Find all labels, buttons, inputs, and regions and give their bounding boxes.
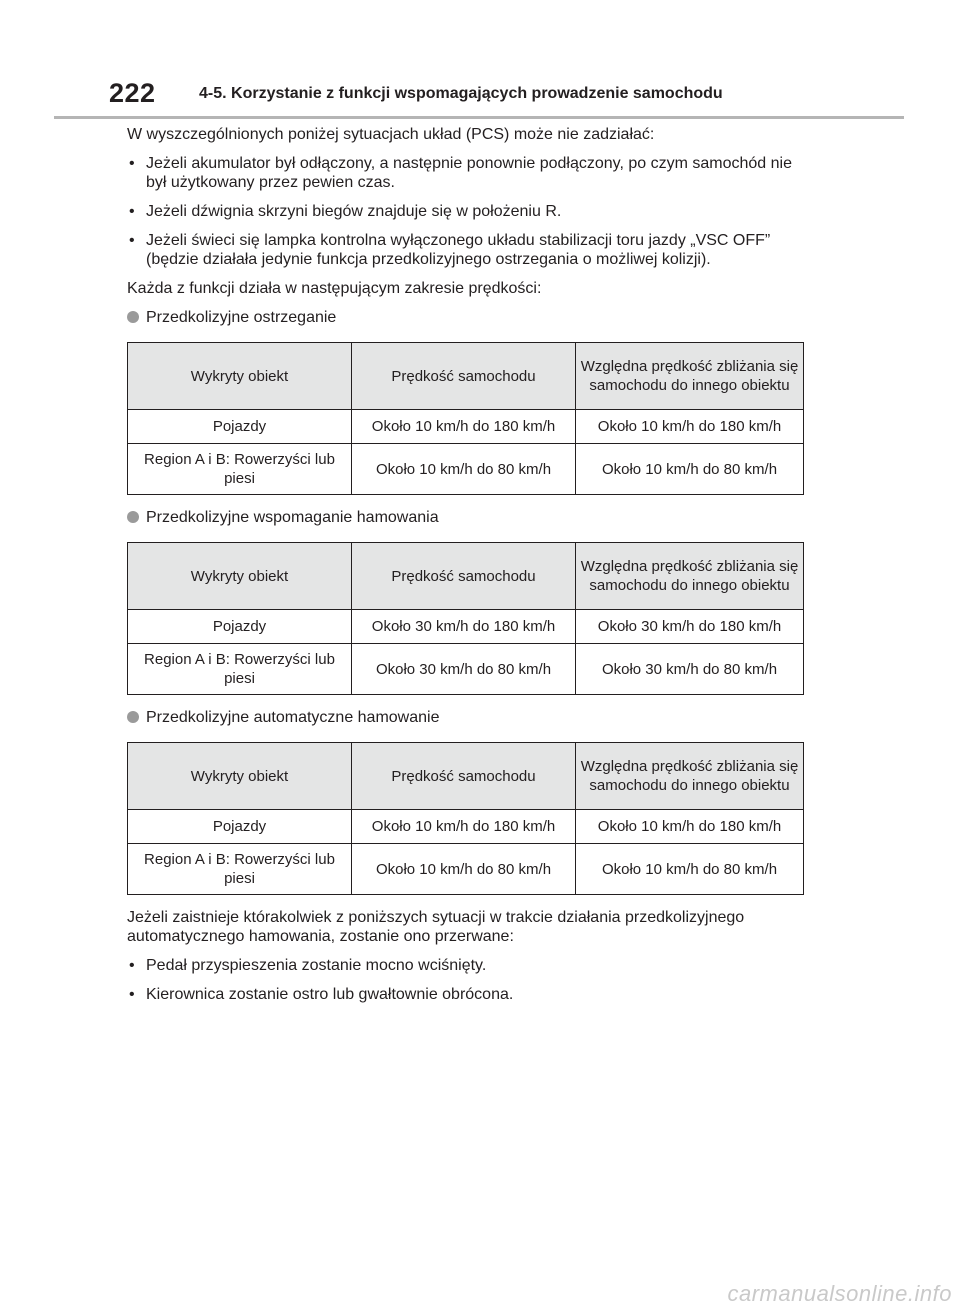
page-content <box>127 125 803 1014</box>
table-header-cell: Wykryty obiekt <box>128 743 352 810</box>
table-header-cell: Prędkość samochodu <box>352 543 576 610</box>
table-3-title: Przedkolizyjne automatyczne hamowanie <box>127 708 803 727</box>
list-item: • Kierownica zostanie ostro lub gwałtownie obrócona. <box>129 986 514 1003</box>
intro-paragraph: W wyszczególnionych poniżej sytuacjach układ (PCS) może nie zadziałać: <box>127 126 655 143</box>
table-cell: Pojazdy <box>128 410 352 444</box>
speed-table-warning <box>127 342 804 495</box>
table-header-cell: Względna prędkość zbliżania się samochodu do innego obiektu <box>576 543 804 610</box>
table-header-cell: Względna prędkość zbliżania się samochodu do innego obiektu <box>576 743 804 810</box>
table-header-row <box>128 743 804 810</box>
table-cell: Około 10 km/h do 180 km/h <box>352 410 576 444</box>
table-header-cell: Prędkość samochodu <box>352 343 576 410</box>
table-cell: Około 10 km/h do 80 km/h <box>576 444 804 495</box>
table-2-title: Przedkolizyjne wspomaganie hamowania <box>127 508 803 527</box>
list-item: • Jeżeli akumulator był odłączony, a następnie ponownie podłączony, po czym samochód nie był użytkowany przez pewien czas. <box>129 155 792 191</box>
table-cell: Około 10 km/h do 180 km/h <box>576 810 804 844</box>
table-cell: Pojazdy <box>128 810 352 844</box>
header-divider <box>54 116 904 119</box>
list-item: • Pedał przyspieszenia zostanie mocno wciśnięty. <box>129 957 487 974</box>
table-header-row <box>128 343 804 410</box>
bullet-circle-icon <box>127 711 139 723</box>
table-row <box>128 810 804 844</box>
table-cell: Region A i B: Rowerzyści lub piesi <box>128 444 352 495</box>
table-cell: Pojazdy <box>128 610 352 644</box>
section-title: 4-5. Korzystanie z funkcji wspomagających prowadzenie samochodu <box>199 85 723 102</box>
table-cell: Około 10 km/h do 180 km/h <box>576 410 804 444</box>
list-item: • Jeżeli dźwignia skrzyni biegów znajduje się w położeniu R. <box>129 203 562 220</box>
table-cell: Około 30 km/h do 180 km/h <box>576 610 804 644</box>
table-cell: Około 10 km/h do 80 km/h <box>352 844 576 895</box>
table-row <box>128 644 804 695</box>
table-row <box>128 410 804 444</box>
table-cell: Około 10 km/h do 180 km/h <box>352 810 576 844</box>
table-cell: Około 10 km/h do 80 km/h <box>576 844 804 895</box>
table-cell: Region A i B: Rowerzyści lub piesi <box>128 644 352 695</box>
table-row <box>128 844 804 895</box>
speed-intro-paragraph: Każda z funkcji działa w następującym zakresie prędkości: <box>127 280 542 297</box>
list-item: • Jeżeli świeci się lampka kontrolna wyłączonego układu stabilizacji toru jazdy „VSC OFF” (będzie działała jedynie funkcja przedkolizyjnego ostrzegania o możliwej kolizji). <box>129 232 771 268</box>
table-row <box>128 444 804 495</box>
table-header-cell: Wykryty obiekt <box>128 543 352 610</box>
table-header-cell: Względna prędkość zbliżania się samochodu do innego obiektu <box>576 343 804 410</box>
page-number: 222 <box>109 78 156 108</box>
bullet-circle-icon <box>127 511 139 523</box>
speed-table-brake-assist <box>127 542 804 695</box>
table-header-cell: Prędkość samochodu <box>352 743 576 810</box>
table-cell: Około 10 km/h do 80 km/h <box>352 444 576 495</box>
table-cell: Region A i B: Rowerzyści lub piesi <box>128 844 352 895</box>
table-cell: Około 30 km/h do 180 km/h <box>352 610 576 644</box>
speed-table-auto-brake <box>127 742 804 895</box>
outro-paragraph: Jeżeli zaistnieje którakolwiek z poniższych sytuacji w trakcie działania przedkolizyjnego automatycznego hamowania, zostanie ono przerwane: <box>127 909 745 945</box>
bullet-circle-icon <box>127 311 139 323</box>
table-1-title: Przedkolizyjne ostrzeganie <box>127 308 803 327</box>
table-row <box>128 610 804 644</box>
table-cell: Około 30 km/h do 80 km/h <box>352 644 576 695</box>
page-header <box>103 76 803 116</box>
watermark: carmanualsonline.info <box>727 1281 952 1306</box>
table-header-row <box>128 543 804 610</box>
table-cell: Około 30 km/h do 80 km/h <box>576 644 804 695</box>
table-header-cell: Wykryty obiekt <box>128 343 352 410</box>
